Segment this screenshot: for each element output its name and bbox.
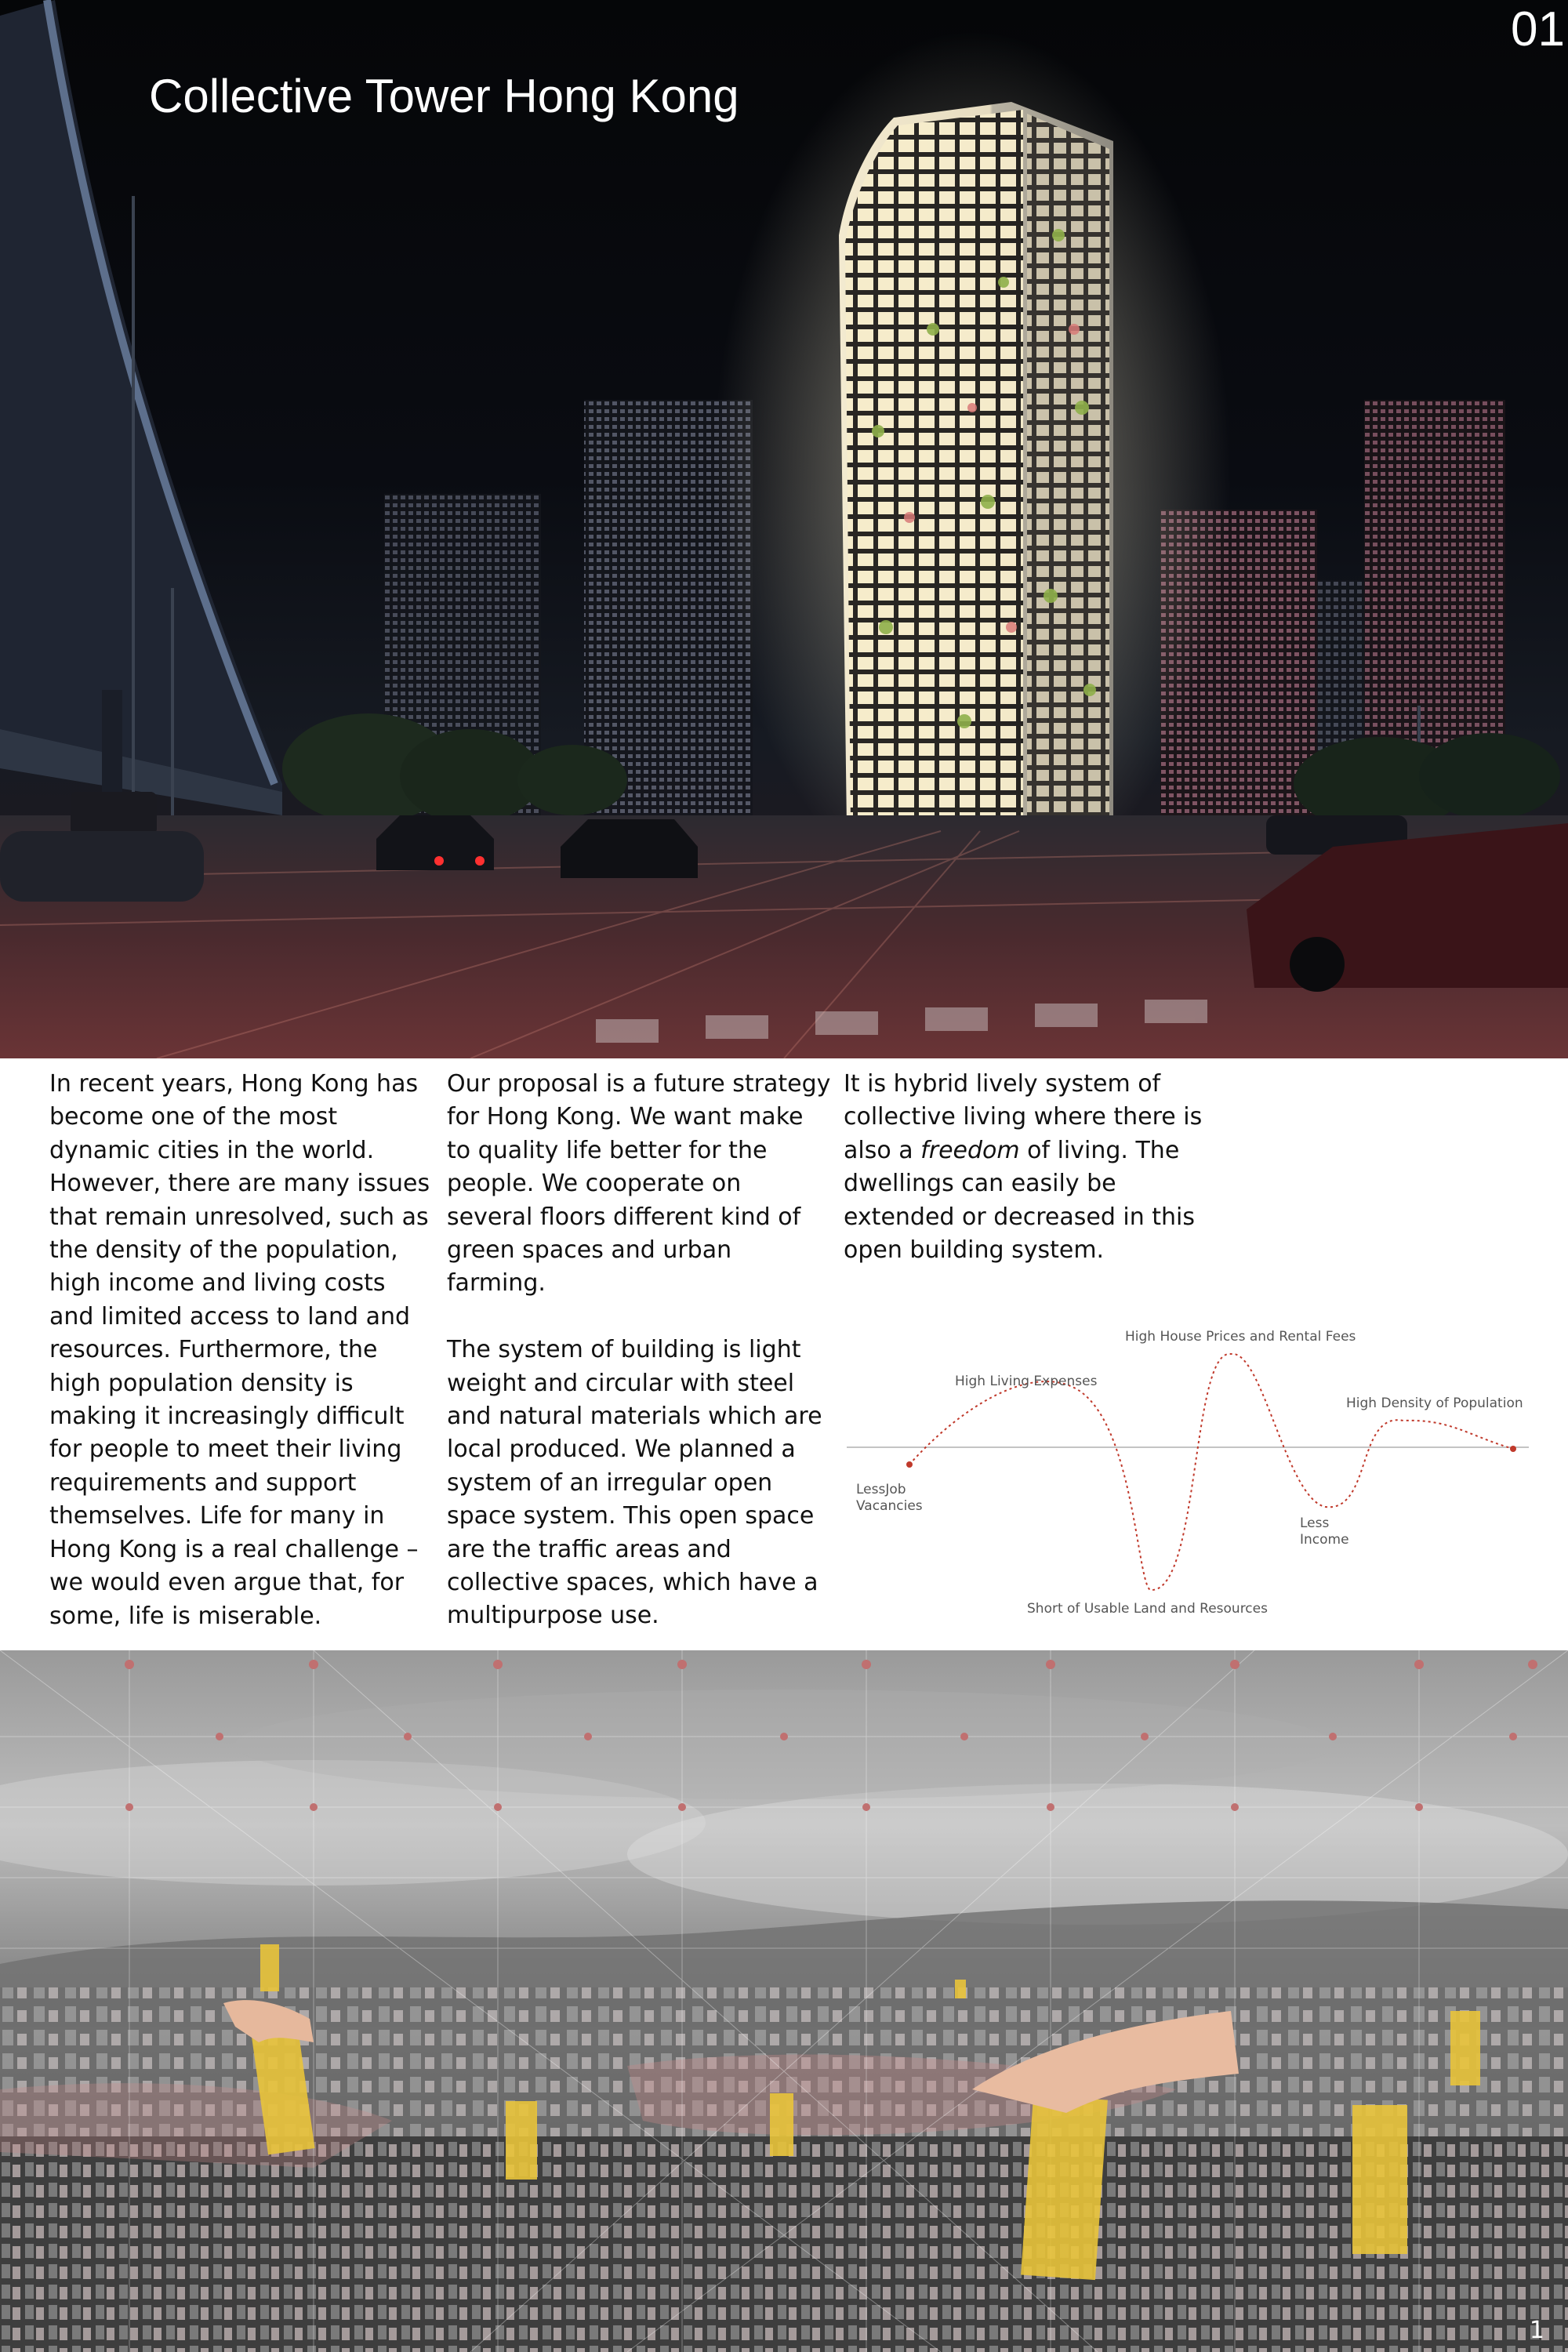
label-income: Income (1300, 1532, 1349, 1548)
night-city-illustration (0, 0, 1568, 1058)
text-column-proposal (447, 1068, 831, 1633)
issues-wave-diagram (839, 1317, 1544, 1631)
label-less: Less (1300, 1515, 1330, 1531)
hero-rendering (0, 0, 1568, 1058)
footer-page-number: 1 (1529, 2317, 1544, 2344)
label-living-expenses: High Living Expenses (955, 1374, 1098, 1389)
system-paragraph: The system of building is light weight and circular with steel and natural materials which are local produced. We planned a system of an irregular open space system. This open space are the traffic areas and collective spaces, which have a multipurpose use. (447, 1336, 822, 1630)
hybrid-text-start: It is hybrid lively system of collective living where there is also a (844, 1070, 1203, 1164)
hand-placing-towers-illustration (0, 1650, 1568, 2352)
city-collage-image (0, 1650, 1568, 2352)
hybrid-text-end: of living. The dwellings can easily be extended or decreased in this open building system. (844, 1136, 1196, 1265)
sheet-number: 01 (1511, 2, 1565, 56)
page-title: Collective Tower Hong Kong (149, 70, 739, 122)
label-density: High Density of Population (1346, 1396, 1523, 1411)
label-land: Short of Usable Land and Resources (1027, 1601, 1268, 1617)
curve-end-dot (1510, 1446, 1516, 1452)
label-house-prices: High House Prices and Rental Fees (1125, 1329, 1356, 1345)
text-column-hybrid (844, 1068, 1212, 1267)
label-vacancies: Vacancies (856, 1498, 923, 1514)
label-less-job: LessJob (856, 1482, 906, 1497)
wave-graphic (839, 1317, 1544, 1631)
hybrid-paragraph (844, 1068, 1212, 1267)
proposal-paragraph: Our proposal is a future strategy for Hong Kong. We want make to quality life better for the people. We cooperate on several floors different kind of green spaces and urban farming. (447, 1070, 831, 1298)
curve-start-dot (906, 1461, 913, 1468)
freedom-emphasis: freedom (920, 1136, 1020, 1164)
intro-paragraph: In recent years, Hong Kong has become one of the most dynamic cities in the world. However, there are many issues that remain unresolved, such as the density of the population, high income and living costs and limited access to land and resources. Furthermore, the high population density is making it increasingly difficult for people to meet their living requirements and support themselves. Life for many in Hong Kong is a real challenge – we would even argue that, for some, life is miserable. (49, 1070, 430, 1630)
text-column-intro (49, 1068, 434, 1633)
